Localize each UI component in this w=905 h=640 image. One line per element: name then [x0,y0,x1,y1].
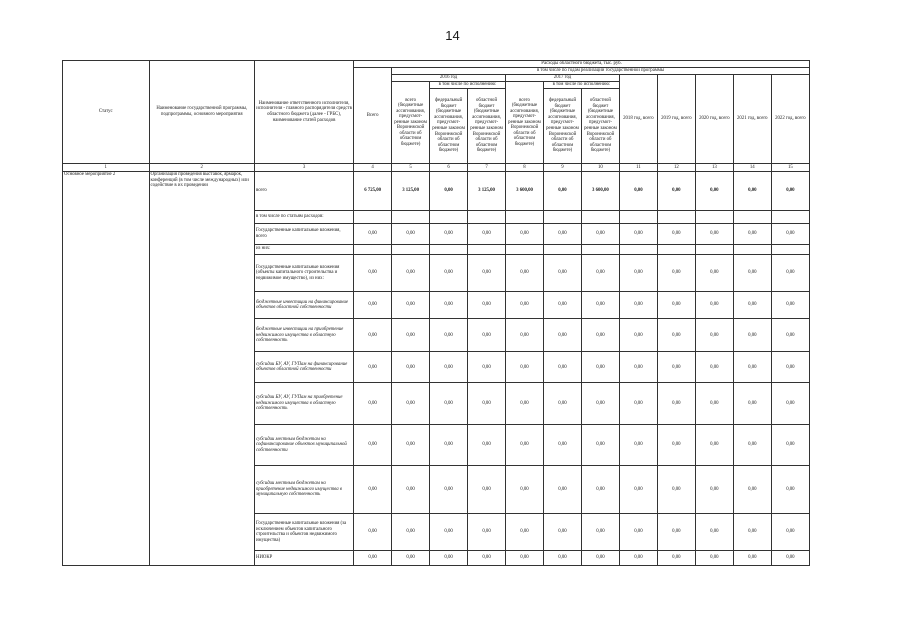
header-program-name: Наименование государственной программы, подпрограммы, основного мероприятия [149,61,254,164]
header-2017-federal: федеральный бюджет (бюджетные ассигнования, предусмот-ренные законом Воронежской области об областном бюджете) [543,89,581,164]
value-cell: 3 600,00 [581,172,619,211]
value-cell: 0,00 [543,514,581,551]
row-label: Государственные капитальные вложения (за исключением объектов капитального строительства и объектов недвижимого имущества) [254,514,353,551]
value-cell: 0,00 [506,223,544,244]
value-cell: 0,00 [695,352,733,383]
value-cell: 0,00 [430,352,468,383]
value-cell: 0,00 [657,319,695,352]
value-cell: 0,00 [354,223,392,244]
column-number-6: 6 [430,164,468,172]
value-cell: 0,00 [695,466,733,514]
value-cell: 0,00 [771,352,809,383]
header-2016-incl: в том числе по исполнению: [430,82,506,89]
value-cell: 0,00 [733,223,771,244]
value-cell: 0,00 [771,254,809,291]
value-cell: 0,00 [506,514,544,551]
row-label: в том числе по статьям расходов: [254,211,353,223]
value-cell: 0,00 [771,383,809,424]
value-cell [468,244,506,254]
value-cell: 0,00 [657,254,695,291]
header-y2018: 2018 год, всего [619,75,657,164]
value-cell: 0,00 [619,352,657,383]
header-year-2016: 2016 год [392,75,506,82]
value-cell: 0,00 [468,466,506,514]
value-cell [733,244,771,254]
header-y2020: 2020 год, всего [695,75,733,164]
value-cell: 6 725,00 [354,172,392,211]
value-cell: 0,00 [733,352,771,383]
value-cell: 0,00 [657,352,695,383]
value-cell: 0,00 [430,383,468,424]
column-number-9: 9 [543,164,581,172]
column-number-15: 15 [771,164,809,172]
value-cell: 0,00 [581,319,619,352]
header-incl-program: в том числе по годам реализации государственной программы [392,68,810,75]
value-cell: 0,00 [543,319,581,352]
value-cell: 0,00 [430,223,468,244]
value-cell: 0,00 [354,383,392,424]
value-cell: 0,00 [771,551,809,566]
value-cell: 0,00 [354,292,392,319]
value-cell: 0,00 [354,514,392,551]
column-number-1: 1 [63,164,150,172]
value-cell: 0,00 [468,424,506,465]
value-cell: 0,00 [619,254,657,291]
value-cell [468,211,506,223]
column-number-row [63,164,810,172]
value-cell: 0,00 [619,172,657,211]
header-2016-federal: федеральный бюджет (бюджетные ассигнования, предусмот-ренные законом Воронежской области об областном бюджете) [430,89,468,164]
value-cell: 0,00 [468,551,506,566]
value-cell: 0,00 [619,551,657,566]
value-cell: 0,00 [581,254,619,291]
value-cell [581,244,619,254]
value-cell [430,211,468,223]
value-cell: 0,00 [543,383,581,424]
value-cell: 0,00 [695,172,733,211]
column-number-4: 4 [354,164,392,172]
header-total: Всего [354,68,392,164]
value-cell: 0,00 [354,551,392,566]
value-cell: 0,00 [543,466,581,514]
value-cell: 0,00 [657,466,695,514]
value-cell: 0,00 [354,352,392,383]
value-cell: 0,00 [695,514,733,551]
row-label: субсидии БУ, АУ, ГУПам на приобретение недвижимого имущества в областную собственность [254,383,353,424]
value-cell: 0,00 [430,254,468,291]
value-cell: 0,00 [771,424,809,465]
column-number-11: 11 [619,164,657,172]
value-cell: 0,00 [506,551,544,566]
value-cell: 0,00 [543,254,581,291]
status-cell: Основное мероприятие 2 [63,172,150,566]
column-number-14: 14 [733,164,771,172]
value-cell: 0,00 [430,551,468,566]
value-cell: 0,00 [695,254,733,291]
value-cell: 0,00 [581,514,619,551]
row-label: НИОКР [254,551,353,566]
column-number-10: 10 [581,164,619,172]
header-y2022: 2022 год, всего [771,75,809,164]
value-cell [506,211,544,223]
row-label: Государственные капитальные вложения, всего [254,223,353,244]
value-cell: 3 125,00 [468,172,506,211]
value-cell: 0,00 [506,383,544,424]
value-cell: 0,00 [506,254,544,291]
value-cell [619,244,657,254]
value-cell: 0,00 [392,383,430,424]
value-cell [733,211,771,223]
value-cell: 0,00 [468,223,506,244]
value-cell: 0,00 [657,551,695,566]
value-cell [695,211,733,223]
value-cell [506,244,544,254]
column-number-2: 2 [149,164,254,172]
value-cell [354,244,392,254]
value-cell: 0,00 [619,319,657,352]
value-cell: 0,00 [695,424,733,465]
value-cell: 0,00 [619,292,657,319]
value-cell [430,244,468,254]
value-cell: 0,00 [430,292,468,319]
value-cell [581,211,619,223]
header-budget-title: Расходы областного бюджета, тыс. руб. [354,61,810,68]
page-number: 14 [445,28,460,43]
value-cell: 0,00 [771,172,809,211]
value-cell [771,211,809,223]
value-cell: 0,00 [543,551,581,566]
value-cell: 0,00 [543,352,581,383]
value-cell: 0,00 [771,514,809,551]
header-2017-total: всего (бюджетные ассигнования, предусмот-ренные законом Воронежской области об областном бюджете) [506,82,544,164]
value-cell: 0,00 [392,254,430,291]
value-cell: 3 600,00 [506,172,544,211]
value-cell: 0,00 [695,383,733,424]
value-cell: 0,00 [581,352,619,383]
header-y2021: 2021 год, всего [733,75,771,164]
value-cell: 0,00 [392,514,430,551]
value-cell: 0,00 [468,319,506,352]
value-cell: 0,00 [695,292,733,319]
value-cell: 0,00 [619,466,657,514]
value-cell: 0,00 [543,223,581,244]
value-cell: 0,00 [657,172,695,211]
row-label: субсидии местным бюджетам на приобретение недвижимого имущества в муниципальную собственность [254,466,353,514]
header-executor: Наименование ответственного исполнителя, исполнителя - главного распорядителя средств областного бюджета (далее - ГРБС), наименование статей расходов [254,61,353,164]
value-cell [771,244,809,254]
value-cell: 0,00 [392,223,430,244]
value-cell: 0,00 [657,424,695,465]
value-cell: 0,00 [392,424,430,465]
row-label: субсидии местным бюджетам на софинансирование объектов муниципальной собственности [254,424,353,465]
value-cell: 0,00 [430,466,468,514]
row-label: бюджетные инвестиции на приобретение недвижимого имущества в областную собственность [254,319,353,352]
value-cell [392,211,430,223]
value-cell: 0,00 [695,319,733,352]
value-cell: 0,00 [733,424,771,465]
value-cell: 0,00 [392,466,430,514]
value-cell: 0,00 [619,383,657,424]
value-cell: 0,00 [733,466,771,514]
value-cell: 0,00 [392,319,430,352]
column-number-5: 5 [392,164,430,172]
value-cell: 0,00 [619,223,657,244]
value-cell [392,244,430,254]
value-cell: 0,00 [733,514,771,551]
header-y2019: 2019 год, всего [657,75,695,164]
value-cell: 0,00 [695,551,733,566]
row-label: субсидии БУ, АУ, ГУПам на финансирование объектов областной собственности [254,352,353,383]
value-cell: 0,00 [581,292,619,319]
value-cell: 0,00 [733,254,771,291]
value-cell: 0,00 [430,514,468,551]
value-cell: 0,00 [506,292,544,319]
header-2016-regional: областной бюджет (бюджетные ассигнования, предусмот-ренные законом Воронежской области об областном бюджете) [468,89,506,164]
value-cell: 0,00 [771,223,809,244]
value-cell: 3 125,00 [392,172,430,211]
header-2017-incl: в том числе по исполнению: [543,82,619,89]
value-cell: 0,00 [506,319,544,352]
value-cell: 0,00 [392,292,430,319]
value-cell: 0,00 [354,466,392,514]
row-label: Государственные капитальные вложения (объекты капитального строительства и недвижимое имущество), из них: [254,254,353,291]
value-cell [657,244,695,254]
value-cell [543,211,581,223]
value-cell: 0,00 [581,383,619,424]
value-cell: 0,00 [581,551,619,566]
value-cell [354,211,392,223]
value-cell: 0,00 [695,223,733,244]
header-status: Статус [63,61,150,164]
value-cell: 0,00 [733,551,771,566]
budget-table [62,60,810,566]
value-cell: 0,00 [771,319,809,352]
value-cell: 0,00 [506,466,544,514]
value-cell: 0,00 [430,319,468,352]
column-number-3: 3 [254,164,353,172]
column-number-8: 8 [506,164,544,172]
value-cell: 0,00 [354,319,392,352]
value-cell: 0,00 [354,424,392,465]
value-cell: 0,00 [619,424,657,465]
value-cell: 0,00 [657,383,695,424]
value-cell: 0,00 [657,223,695,244]
value-cell: 0,00 [657,514,695,551]
row-label: бюджетные инвестиции на финансирование объектов областной собственности [254,292,353,319]
column-number-12: 12 [657,164,695,172]
value-cell: 0,00 [733,319,771,352]
row-label: из них: [254,244,353,254]
value-cell: 0,00 [506,352,544,383]
value-cell [543,244,581,254]
value-cell: 0,00 [543,172,581,211]
value-cell: 0,00 [468,292,506,319]
value-cell: 0,00 [619,514,657,551]
program-cell: Организация проведения выставок, ярмарок, конференций (в том числе международных) или содействие в их проведении [149,172,254,566]
value-cell [695,244,733,254]
value-cell: 0,00 [733,172,771,211]
value-cell: 0,00 [392,551,430,566]
value-cell: 0,00 [430,424,468,465]
value-cell: 0,00 [392,352,430,383]
value-cell: 0,00 [468,352,506,383]
value-cell: 0,00 [771,466,809,514]
row-label: всего [254,172,353,211]
value-cell: 0,00 [581,466,619,514]
value-cell: 0,00 [354,254,392,291]
column-number-13: 13 [695,164,733,172]
value-cell: 0,00 [581,424,619,465]
value-cell [657,211,695,223]
value-cell: 0,00 [468,514,506,551]
column-number-7: 7 [468,164,506,172]
value-cell: 0,00 [733,383,771,424]
value-cell: 0,00 [468,383,506,424]
header-year-2017: 2017 год [506,75,620,82]
value-cell [619,211,657,223]
header-2016-total: всего (бюджетные ассигнования, предусмот-ренные законом Воронежской области об областном бюджете) [392,82,430,164]
value-cell: 0,00 [430,172,468,211]
table-row [63,172,810,211]
value-cell: 0,00 [543,292,581,319]
header-2017-regional: областной бюджет (бюджетные ассигнования, предусмот-ренные законом Воронежской области об областном бюджете) [581,89,619,164]
value-cell: 0,00 [771,292,809,319]
value-cell: 0,00 [581,223,619,244]
value-cell: 0,00 [657,292,695,319]
value-cell: 0,00 [733,292,771,319]
value-cell: 0,00 [506,424,544,465]
value-cell: 0,00 [543,424,581,465]
value-cell: 0,00 [468,254,506,291]
